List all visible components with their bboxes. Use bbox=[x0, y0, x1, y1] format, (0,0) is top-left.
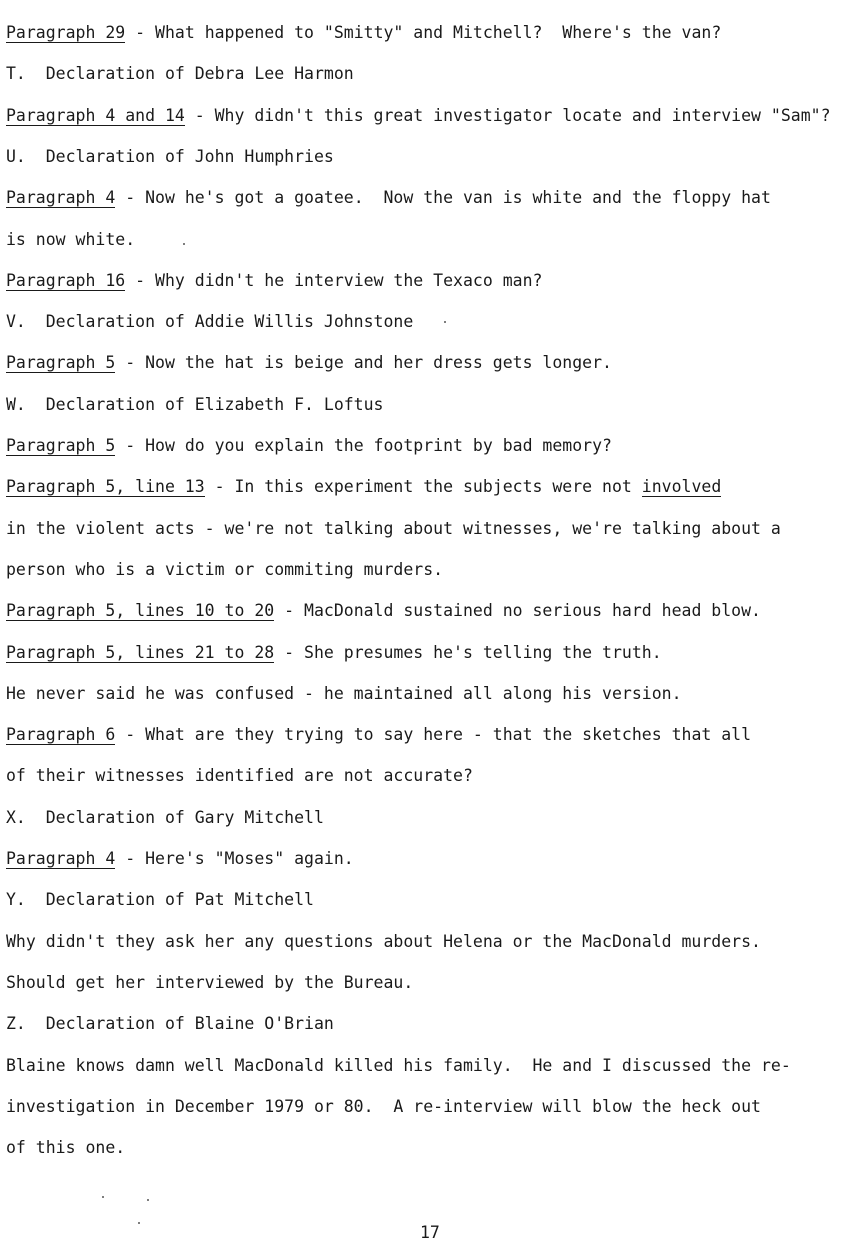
document-line bbox=[6, 1137, 125, 1159]
line-text: - Now he's got a goatee. Now the van is white and the floppy hat bbox=[115, 188, 771, 208]
document-line bbox=[6, 352, 612, 374]
document-line bbox=[6, 394, 384, 416]
document-line bbox=[6, 22, 721, 44]
line-text: - What happened to "Smitty" and Mitchell? Where's the van? bbox=[125, 23, 722, 42]
line-text: is now white. bbox=[6, 229, 136, 249]
document-line bbox=[6, 63, 354, 85]
scan-speck bbox=[138, 1222, 140, 1224]
document-line bbox=[6, 972, 413, 994]
document-line bbox=[6, 931, 761, 953]
line-text: - MacDonald sustained no serious hard head blow. bbox=[274, 601, 761, 621]
document-line bbox=[6, 311, 413, 333]
scan-speck bbox=[147, 1199, 149, 1201]
line-text: Blaine knows damn well MacDonald killed his family. He and I discussed the re- bbox=[6, 1055, 791, 1075]
line-text: of their witnesses identified are not accurate? bbox=[6, 766, 473, 786]
page-number: 17 bbox=[420, 1223, 440, 1242]
underlined-word: involved bbox=[641, 477, 722, 497]
document-line bbox=[6, 1096, 761, 1118]
document-line bbox=[6, 270, 542, 292]
line-text: - In this experiment the subjects were not bbox=[204, 477, 642, 497]
paragraph-reference: Paragraph 5 bbox=[6, 436, 116, 455]
line-text: - Here's "Moses" again. bbox=[115, 849, 354, 868]
document-line bbox=[6, 146, 334, 168]
document-line bbox=[6, 1013, 334, 1035]
document-line bbox=[6, 1055, 791, 1077]
paragraph-reference: Paragraph 5, lines 21 to 28 bbox=[6, 642, 275, 662]
paragraph-reference: Paragraph 6 bbox=[6, 725, 116, 745]
document-line bbox=[6, 848, 354, 870]
line-text: U. Declaration of John Humphries bbox=[6, 146, 334, 166]
document-line bbox=[6, 229, 135, 251]
paragraph-reference: Paragraph 4 bbox=[6, 849, 116, 868]
document-line bbox=[6, 889, 314, 911]
paragraph-reference: Paragraph 29 bbox=[6, 23, 126, 42]
line-text: - Why didn't this great investigator locate and interview "Sam"? bbox=[184, 105, 831, 125]
scan-speck bbox=[102, 1196, 104, 1198]
document-line bbox=[6, 559, 443, 581]
document-line bbox=[6, 642, 662, 664]
document-line bbox=[6, 765, 473, 787]
line-text: person who is a victim or commiting murders. bbox=[6, 559, 444, 579]
scan-speck bbox=[444, 321, 446, 323]
document-line bbox=[6, 105, 831, 127]
document-line bbox=[6, 683, 682, 705]
line-text: - How do you explain the footprint by bad memory? bbox=[115, 436, 612, 455]
line-text: Why didn't they ask her any questions about Helena or the MacDonald murders. bbox=[6, 931, 761, 951]
line-text: investigation in December 1979 or 80. A re-interview will blow the heck out bbox=[6, 1096, 761, 1116]
document-line bbox=[6, 518, 781, 540]
document-line bbox=[6, 476, 721, 498]
paragraph-reference: Paragraph 5 bbox=[6, 353, 116, 373]
document-line bbox=[6, 187, 771, 209]
line-text: X. Declaration of Gary Mitchell bbox=[6, 807, 324, 827]
paragraph-reference: Paragraph 4 and 14 bbox=[6, 105, 185, 125]
paragraph-reference: Paragraph 4 bbox=[6, 188, 116, 208]
line-text: V. Declaration of Addie Willis Johnstone bbox=[6, 312, 414, 332]
line-text: of this one. bbox=[6, 1138, 126, 1158]
line-text: - Now the hat is beige and her dress gets longer. bbox=[115, 353, 612, 373]
line-text: - What are they trying to say here - that the sketches that all bbox=[115, 725, 752, 745]
line-text: - She presumes he's telling the truth. bbox=[274, 642, 662, 662]
line-text: W. Declaration of Elizabeth F. Loftus bbox=[6, 394, 384, 414]
paragraph-reference: Paragraph 5, lines 10 to 20 bbox=[6, 601, 275, 621]
document-line bbox=[6, 600, 761, 622]
line-text: He never said he was confused - he maintained all along his version. bbox=[6, 683, 682, 703]
document-line bbox=[6, 435, 612, 457]
document-line bbox=[6, 724, 751, 746]
line-text: T. Declaration of Debra Lee Harmon bbox=[6, 64, 354, 84]
paragraph-reference: Paragraph 5, line 13 bbox=[6, 477, 205, 497]
line-text: Z. Declaration of Blaine O'Brian bbox=[6, 1014, 334, 1034]
scan-speck bbox=[183, 243, 185, 245]
document-line bbox=[6, 807, 324, 829]
line-text: - Why didn't he interview the Texaco man? bbox=[125, 270, 543, 290]
line-text: Y. Declaration of Pat Mitchell bbox=[6, 890, 314, 910]
line-text: in the violent acts - we're not talking about witnesses, we're talking about a bbox=[6, 518, 781, 538]
line-text: Should get her interviewed by the Bureau. bbox=[6, 972, 414, 992]
paragraph-reference: Paragraph 16 bbox=[6, 270, 126, 290]
